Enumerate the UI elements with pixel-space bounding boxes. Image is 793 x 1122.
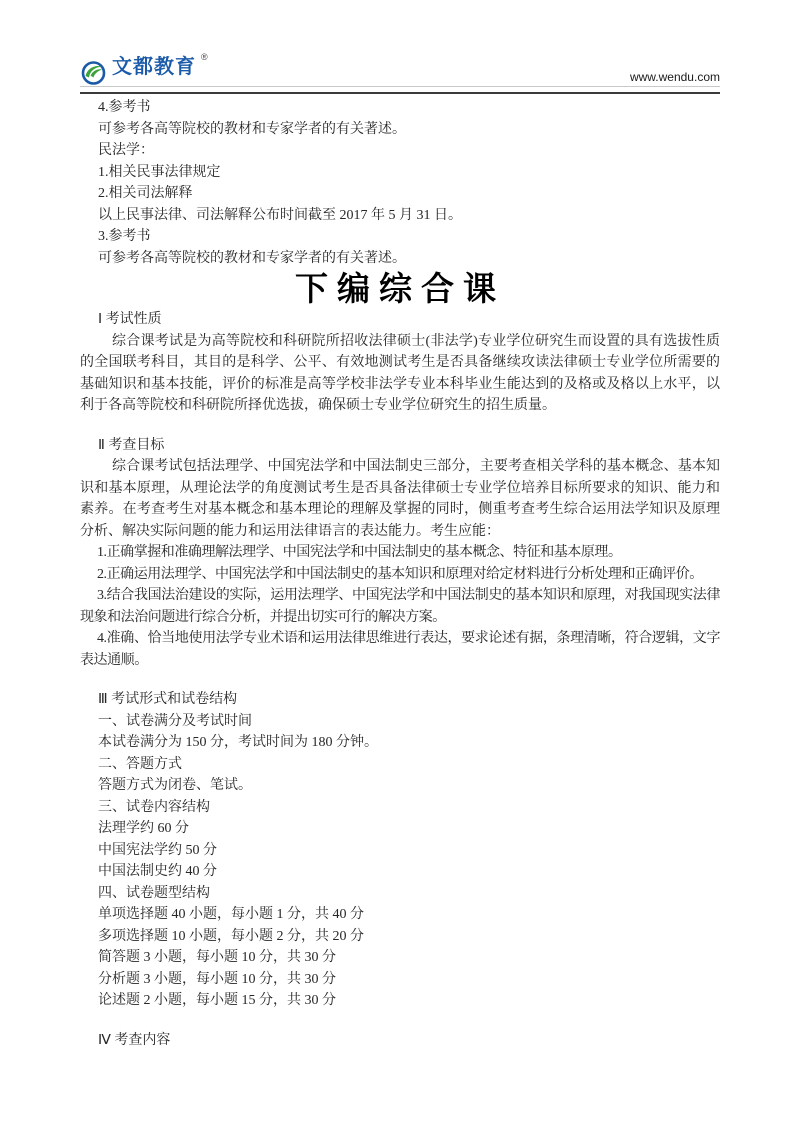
text-line: 一、试卷满分及考试时间 (98, 713, 252, 729)
text-line: 法理学约 60 分 (98, 821, 189, 836)
section-heading: Ⅳ 考查内容 (98, 1032, 171, 1048)
text-line: 中国宪法学约 50 分 (98, 842, 217, 858)
paragraph: 综合课考试是为高等院校和科研院所招收法律硕士(非法学)专业学位研究生而设置的具有选拔性质的全国联考科目，其目的是科学、公平、有效地测试考生是否具备继续攻读法律硕士专业学位所需要的基础知识和基本技能，评价的标准是高等学校非法学专业本科毕业生能达到的及格或及格以上水平，以利于各高等院校和科研院所择优选拔，确保硕士专业学位研究生的招生质量。 (80, 333, 720, 413)
header-divider (80, 87, 720, 94)
text-line: 1.相关民事法律规定 (98, 164, 221, 180)
section-heading: Ⅲ 考试形式和试卷结构 (98, 692, 238, 707)
logo-text: 文都教育 (112, 56, 196, 78)
document-content (0, 97, 793, 1051)
text-line: 多项选择题 10 小题，每小题 2 分，共 20 分 (98, 928, 364, 944)
text-line: 可参考各高等院校的教材和专家学者的有关著述。 (98, 250, 406, 266)
website-url: www.wendu.com (629, 70, 720, 84)
text-line: 论述题 2 小题，每小题 15 分，共 30 分 (98, 993, 336, 1008)
blank-line (80, 1012, 720, 1030)
header-row (80, 54, 720, 87)
text-line: 分析题 3 小题，每小题 10 分，共 30 分 (98, 971, 336, 987)
blank-line (80, 417, 720, 435)
text-line: 民法学： (98, 143, 154, 158)
text-line: 三、试卷内容结构 (98, 799, 210, 815)
numbered-item: 1.正确掌握和准确理解法理学、中国宪法学和中国法制史的基本概念、特征和基本原理。 (97, 545, 622, 560)
text-line: 4.参考书 (98, 100, 151, 115)
wendu-logo (80, 52, 208, 86)
section-heading: Ⅱ 考查目标 (98, 437, 165, 453)
text-line: 单项选择题 40 小题，每小题 1 分，共 40 分 (98, 907, 364, 922)
blank-line (80, 671, 720, 689)
numbered-item: 4.准确、恰当地使用法学专业术语和运用法律思维进行表达，要求论述有据，条理清晰，符合逻辑，文字表达通顺。 (80, 631, 720, 668)
numbered-item: 2.正确运用法理学、中国宪法学和中国法制史的基本知识和原理对给定材料进行分析处理和正确评价。 (97, 566, 703, 582)
document-title: 下编综合课 (295, 270, 505, 307)
text-line: 3.参考书 (98, 229, 151, 244)
paragraph: 综合课考试包括法理学、中国宪法学和中国法制史三部分，主要考查相关学科的基本概念、基本知识和基本原理，从理论法学的角度测试考生是否具备法律硕士专业学位培养目标所要求的知识、能力和素养。在考查考生对基本概念和基本理论的理解及掌握的同时，侧重考查考生综合运用法学知识及原理分析、解决实际问题的能力和运用法律语言的表达能力。考生应能： (80, 459, 720, 539)
wendu-circle-leaf-icon (80, 59, 107, 86)
numbered-item: 3.结合我国法治建设的实际，运用法理学、中国宪法学和中国法制史的基本知识和原理，对我国现实法律现象和法治问题进行综合分析，并提出切实可行的解决方案。 (80, 588, 720, 625)
registered-trademark-mark: ® (201, 52, 208, 62)
text-line: 本试卷满分为 150 分，考试时间为 180 分钟。 (98, 735, 378, 750)
section-heading: Ⅰ 考试性质 (98, 312, 162, 327)
text-line: 答题方式为闭卷、笔试。 (98, 778, 252, 793)
page-header (0, 0, 793, 94)
text-line: 可参考各高等院校的教材和专家学者的有关著述。 (98, 121, 406, 137)
text-line: 以上民事法律、司法解释公布时间截至 2017 年 5 月 31 日。 (98, 207, 462, 223)
text-line: 四、试卷题型结构 (98, 885, 210, 901)
text-line: 二、答题方式 (98, 756, 182, 772)
text-line: 简答题 3 小题，每小题 10 分，共 30 分 (98, 950, 336, 965)
text-line: 中国法制史约 40 分 (98, 864, 217, 879)
text-line: 2.相关司法解释 (98, 186, 193, 201)
